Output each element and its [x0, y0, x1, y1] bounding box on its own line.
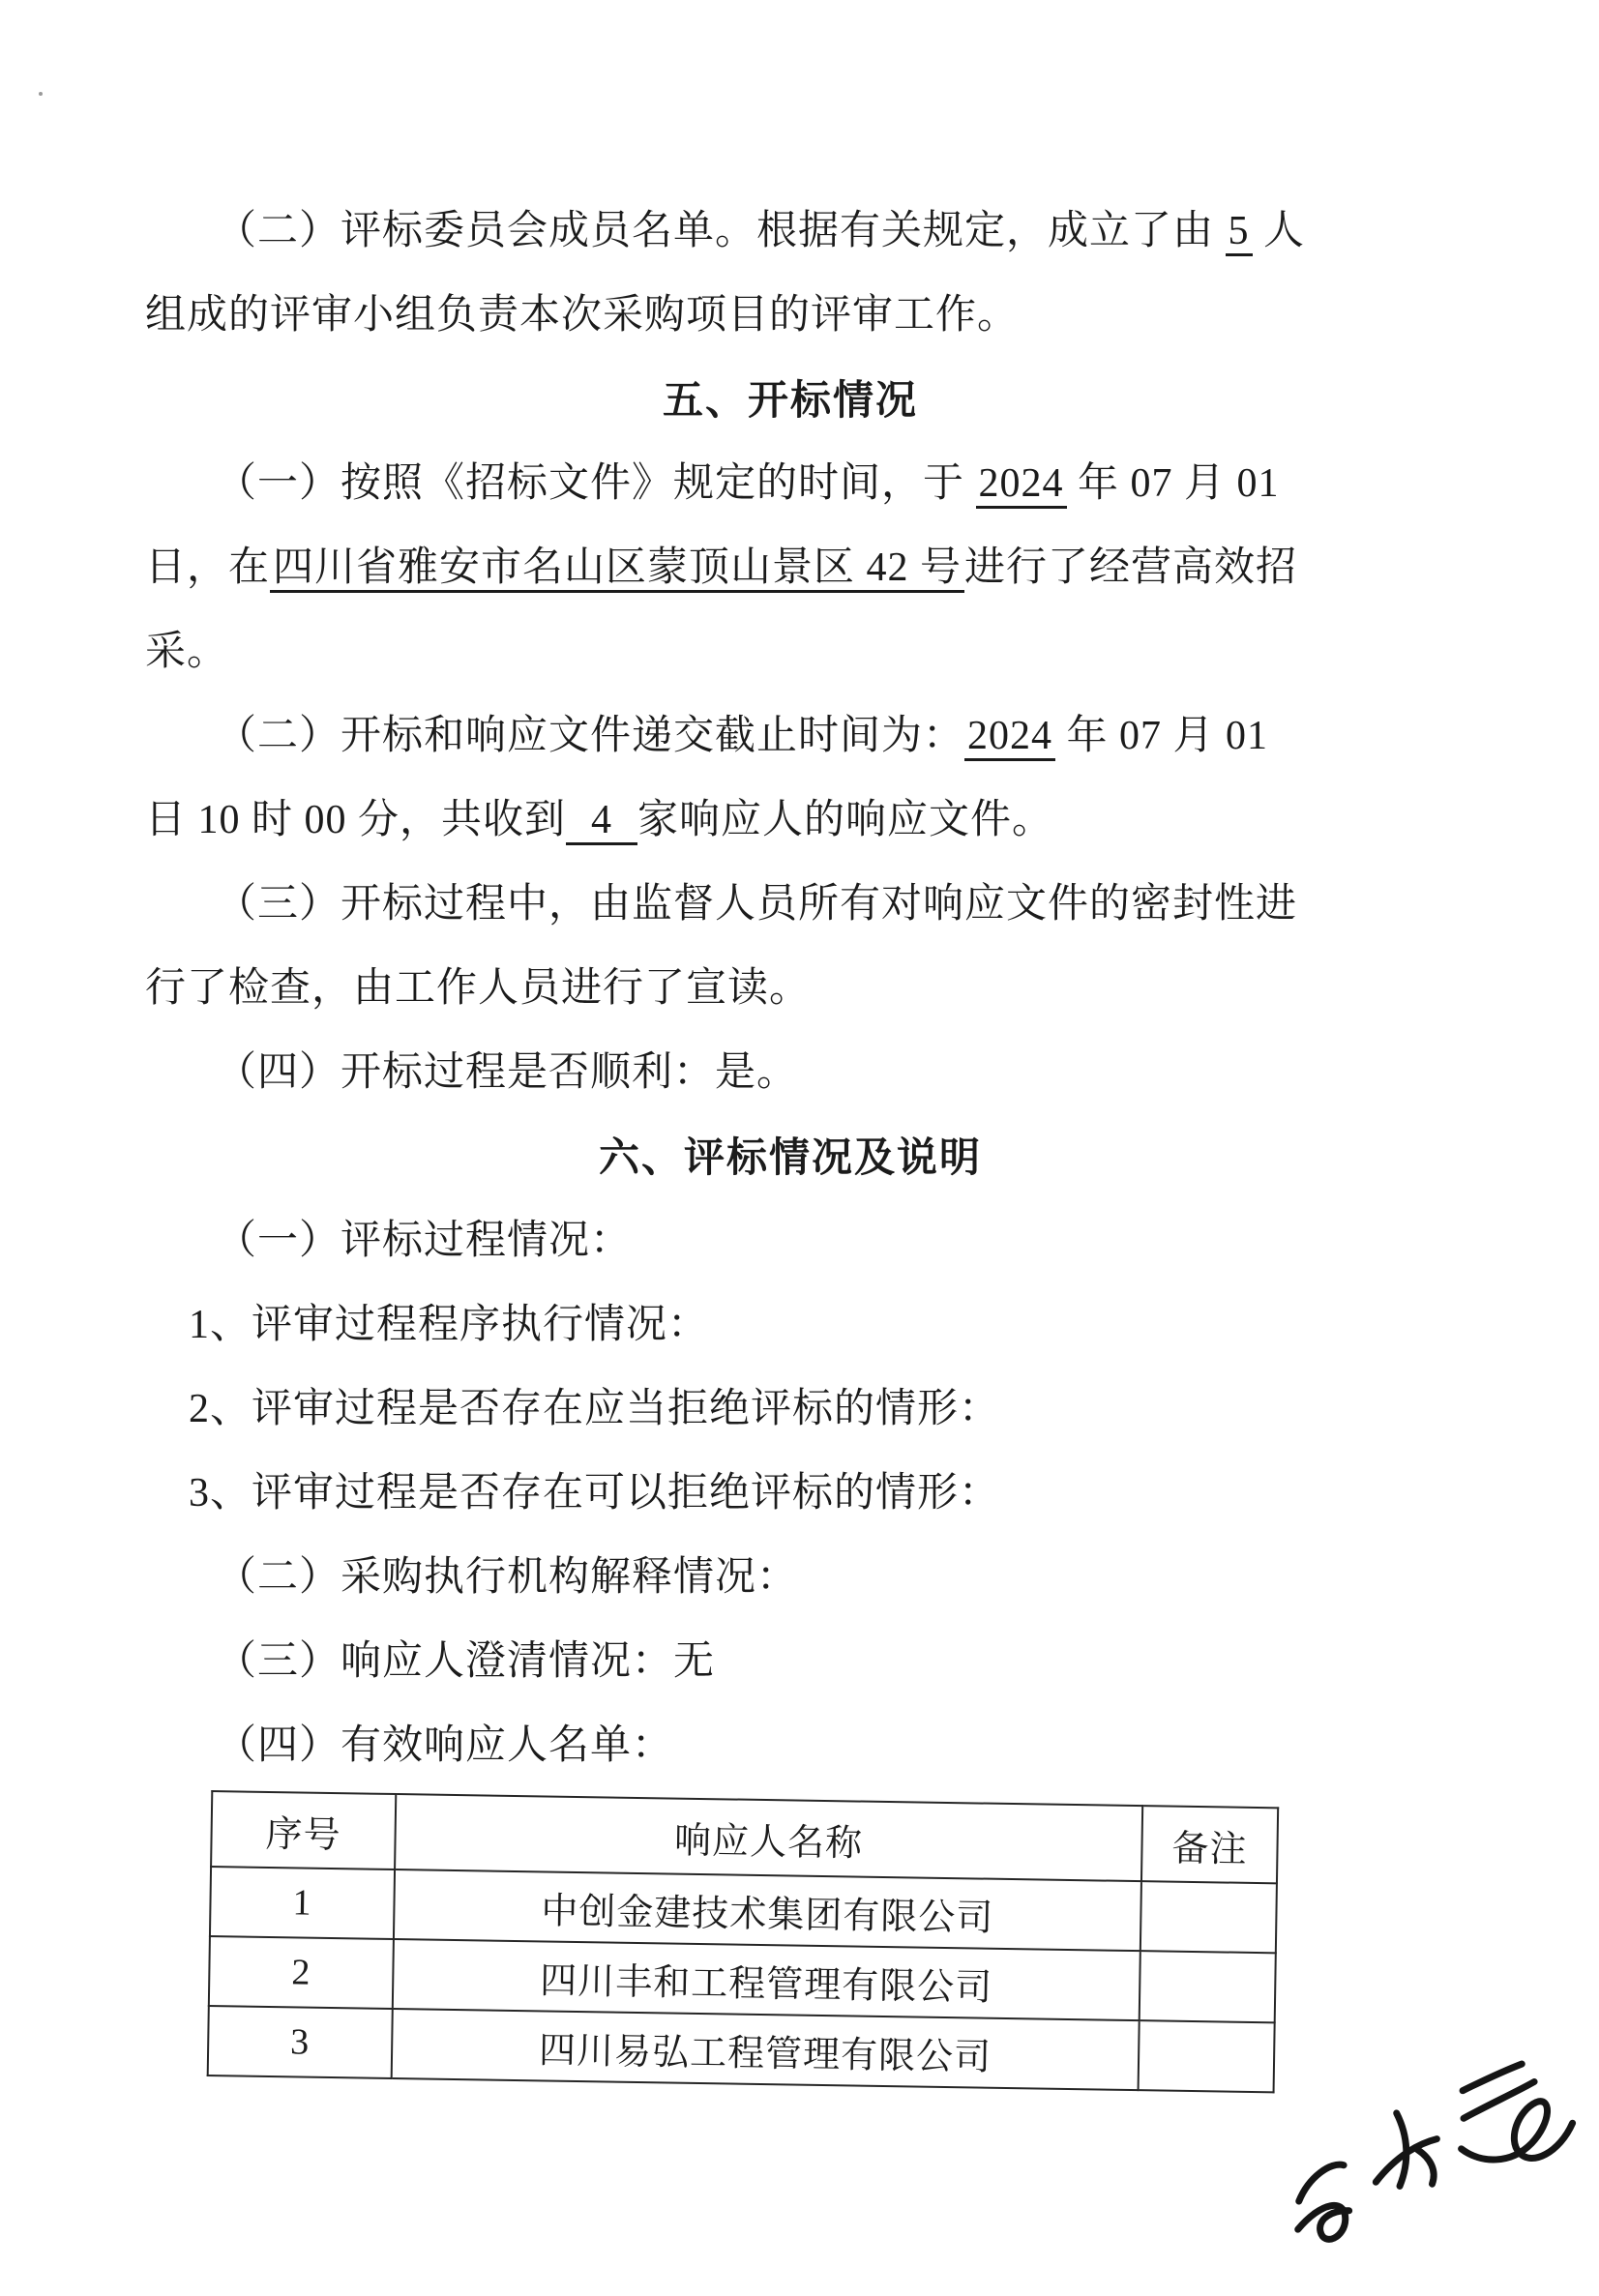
committee-members-line-2	[145, 274, 1488, 358]
column-header-remark: 备注	[1141, 1806, 1278, 1883]
cell-responder-name: 中创金建技术集团有限公司	[394, 1869, 1141, 1951]
evaluation-process-line	[145, 1199, 1488, 1283]
text-segment: （一）按照《招标文件》规定的时间，于	[216, 461, 976, 506]
deadline-line-2	[145, 779, 1488, 863]
text-segment: 年 07 月 01	[1066, 461, 1280, 506]
deadline-line-1	[145, 694, 1488, 779]
underlined-member-count: 5	[1226, 209, 1253, 256]
text-segment: 行了检查，由工作人员进行了宣读。	[145, 966, 812, 1011]
heading-text: 六、评标情况及说明	[598, 1134, 982, 1180]
committee-members-line-1	[145, 190, 1488, 274]
text-segment: 人	[1252, 209, 1306, 253]
cell-index: 3	[208, 2006, 393, 2078]
text-segment: 日，在	[145, 545, 271, 590]
bid-opening-place-line	[145, 526, 1488, 610]
underlined-responder-count: 4	[566, 798, 637, 845]
cell-index: 2	[209, 1936, 394, 2009]
text-segment: （四）有效响应人名单：	[216, 1723, 674, 1768]
column-header-responder-name: 响应人名称	[395, 1794, 1142, 1881]
underlined-year: 2024	[964, 714, 1055, 761]
text-segment: （二）采购执行机构解释情况：	[216, 1555, 799, 1600]
text-segment: 家响应人的响应文件。	[637, 798, 1054, 842]
cell-responder-name: 四川易弘工程管理有限公司	[392, 2009, 1140, 2090]
section-heading-bid-opening	[119, 358, 1462, 442]
responders-table	[207, 1790, 1280, 2093]
text-segment: （二）开标和响应文件递交截止时间为：	[216, 714, 965, 758]
text-segment: （三）开标过程中，由监督人员所有对响应文件的密封性进	[216, 882, 1298, 927]
seal-check-line-1	[145, 863, 1488, 947]
seal-check-line-2	[145, 947, 1488, 1031]
text-segment: （四）开标过程是否顺利：是。	[216, 1050, 799, 1095]
text-segment: 组成的评审小组负责本次采购项目的评审工作。	[145, 293, 1020, 338]
valid-responders-line	[145, 1704, 1488, 1788]
text-segment: （二）评标委员会成员名单。根据有关规定，成立了由	[216, 209, 1226, 253]
bid-opening-place-tail	[145, 610, 1488, 694]
text-segment: （三）响应人澄清情况：无	[216, 1639, 716, 1684]
underlined-address: 四川省雅安市名山区蒙顶山景区 42 号	[270, 545, 964, 593]
item-1-line	[145, 1283, 1488, 1368]
scan-speck	[39, 92, 43, 96]
bid-opening-time-line-1	[145, 442, 1488, 526]
text-segment: （一）评标过程情况：	[216, 1219, 633, 1263]
item-3-line	[145, 1452, 1488, 1536]
handwritten-signature	[1262, 2050, 1596, 2258]
text-segment: 采。	[145, 630, 229, 674]
column-header-index: 序号	[211, 1791, 396, 1869]
text-segment: 年 07 月 01	[1055, 714, 1269, 758]
cell-responder-name: 四川丰和工程管理有限公司	[393, 1939, 1140, 2020]
heading-text: 五、开标情况	[662, 377, 918, 423]
text-segment: 3、评审过程是否存在可以拒绝评标的情形：	[189, 1471, 1001, 1516]
cell-index: 1	[210, 1867, 395, 1939]
text-segment: 进行了经营高效招	[964, 545, 1298, 590]
text-segment: 1、评审过程程序执行情况：	[189, 1303, 710, 1347]
process-smooth-line	[145, 1031, 1488, 1115]
section-heading-evaluation	[119, 1115, 1462, 1199]
item-2-line	[145, 1368, 1488, 1452]
cell-remark	[1140, 1951, 1276, 2022]
signature-ink-icon	[1242, 2013, 1599, 2295]
cell-remark	[1139, 2020, 1275, 2092]
text-segment: 2、评审过程是否存在应当拒绝评标的情形：	[189, 1387, 1001, 1431]
agency-explanation-line	[145, 1536, 1488, 1620]
underlined-year: 2024	[976, 461, 1067, 509]
clarification-line	[145, 1620, 1488, 1704]
text-segment: 日 10 时 00 分，共收到	[145, 798, 567, 842]
cell-remark	[1140, 1881, 1277, 1953]
